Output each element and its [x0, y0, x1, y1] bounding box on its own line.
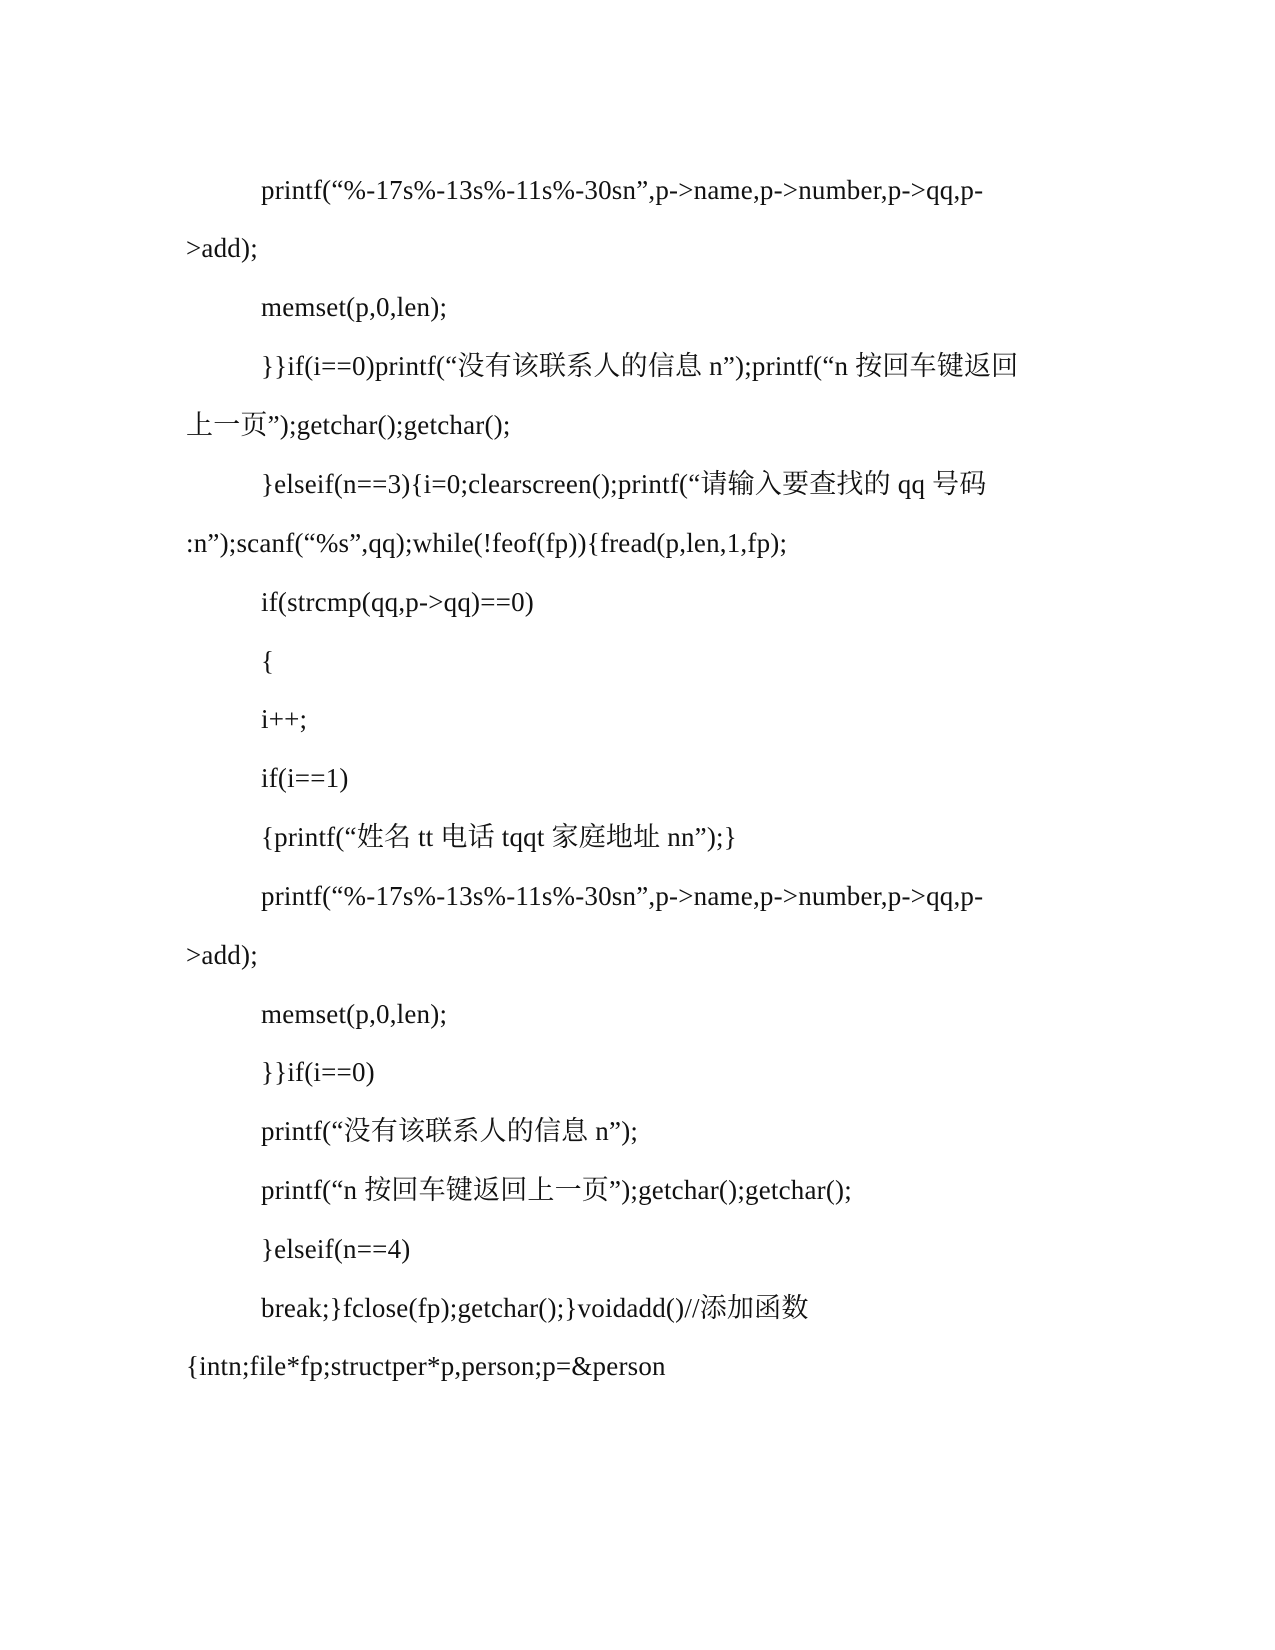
code-line-11: if(i==1): [261, 763, 349, 793]
code-line-2: >add);: [186, 233, 258, 263]
code-line-17: printf(“没有该联系人的信息 n”);: [261, 1116, 639, 1146]
code-line-10: i++;: [261, 704, 308, 734]
code-line-4: }}if(i==0)printf(“没有该联系人的信息 n”);printf(“n 按回车键返回: [261, 351, 1019, 381]
code-line-8: if(strcmp(qq,p->qq)==0): [261, 587, 534, 617]
code-line-1: printf(“%-17s%-13s%-11s%-30sn”,p->name,p->number,p->qq,p-: [261, 175, 984, 205]
code-line-12: {printf(“姓名 tt 电话 tqqt 家庭地址 nn”);}: [261, 822, 737, 852]
code-line-7: :n”);scanf(“%s”,qq);while(!feof(fp)){fread(p,len,1,fp);: [186, 528, 788, 558]
code-line-18: printf(“n 按回车键返回上一页”);getchar();getchar();: [261, 1175, 852, 1205]
code-line-6: }elseif(n==3){i=0;clearscreen();printf(“请输入要查找的 qq 号码: [261, 469, 987, 499]
code-line-9: {: [261, 646, 275, 676]
code-line-21: {intn;file*fp;structper*p,person;p=&person: [186, 1351, 666, 1381]
code-line-5: 上一页”);getchar();getchar();: [186, 410, 511, 440]
code-line-14: >add);: [186, 940, 258, 970]
code-line-19: }elseif(n==4): [261, 1234, 411, 1264]
code-line-13: printf(“%-17s%-13s%-11s%-30sn”,p->name,p->number,p->qq,p-: [261, 881, 984, 911]
code-line-3: memset(p,0,len);: [261, 292, 448, 322]
code-line-15: memset(p,0,len);: [261, 999, 448, 1029]
code-line-20: break;}fclose(fp);getchar();}voidadd()//添加函数: [261, 1293, 809, 1323]
code-line-16: }}if(i==0): [261, 1057, 375, 1087]
